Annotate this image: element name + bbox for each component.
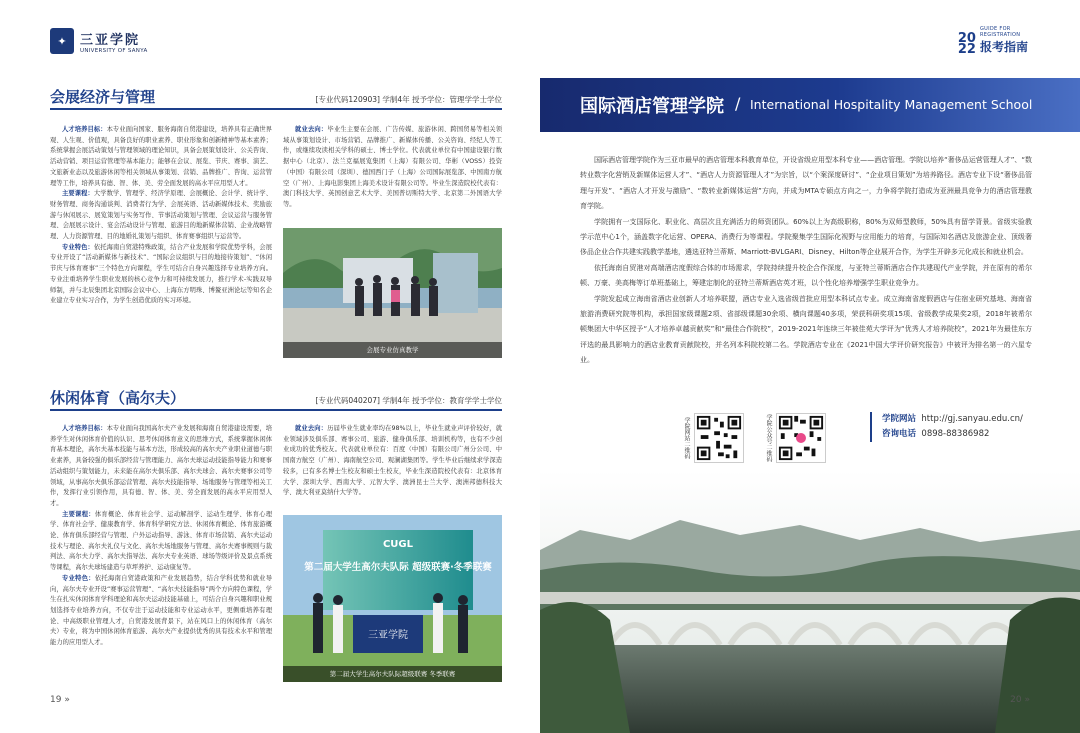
logo-cn: 三亚学院: [80, 32, 141, 48]
section1-meta: [专业代码120903] 学制4年 授予学位：管理学学士学位: [315, 95, 502, 104]
section1-course-text: 大学数学、管理学、经济学原理、会展概论、会计学、统计学、财务管理、商务沟通谈判、消费者行为学、会展英语、活动新媒体技术、奖励旅游与休闲展示、展览策划与实务写作、节事活动策划与管理、会议运营与服务管理、会展展示设计、宴会活动设计与管理、旅游目的地新媒体营销、企业战略管理、人力资源管理、目的地婚礼策划与组织、体育赛事组织与运营等。: [50, 190, 273, 241]
section1-title: 会展经济与管理: [50, 88, 156, 106]
campus-bridge-photo: [540, 470, 1080, 733]
section2-feature-text: 依托海南自贸港政策和产业发展趋势，结合学科优势和就业导向，高尔夫专业开设“赛事运营管理”、“高尔夫技能指导”两个方向特色课程，学生在扎实休闲体育学科理论和高尔夫运动技能基础上，可结合自身兴趣和职业规划选择专业培养方向，不仅专注于运动技能和专业运动水平，更侧重培养有理论、中高级职业管理人才，自贸港发展背景下，站在风口上的休闲体育（高尔夫）专业，将为中国休闲体育旅游、高尔夫产业提供优秀的具有技术水平和管理能力的应用型人才。: [50, 574, 273, 647]
section1-goal-text: 本专业面向国家、服务海南自贸港建设，培养具有正确世界观、人生观、价值观，具备良好的职业素养、职业形象和创新精神等基本素养；系统掌握会展活动策划与管理领域的理论知识，具备会展策划设计、公关咨询、活动营销、项目运营管理等基本能力；能够在会议、展览、节庆、赛事、演艺、文旅新业态以及旅游休闲等相关领域从事策划、营销、品牌推广、咨询、运营管理等工作，培养具有德、智、体、美、劳全面发展的高水平应用型人才。: [50, 126, 273, 187]
registration-guide-mark: [958, 26, 1028, 55]
section1-course-label: 主要课程：: [62, 190, 94, 198]
intro-paragraph-3: 依托海南自贸港对高端酒店度假综合体的市场需求，学院持续提升校企合作深度，与亚特兰蒂斯酒店合作共建现代产业学院，并在原有的希尔顿、万豪、美高梅等订单班基础上，筹建定制化的亚特兰蒂斯酒店英才班，以个性化培养增强学生职业竞争力。: [580, 263, 1032, 288]
golf-banner-text: 第二届大学生高尔夫队际 超级联赛·冬季联赛: [304, 562, 492, 573]
intro-paragraph-2: 学院拥有一支国际化、职业化、高层次且充满活力的师资团队。60%以上为高级职称，80%为双师型教师，50%具有留学背景。省级实验教学示范中心1个，涵盖数字化运营、OPERA、消费行为等课程。学院聚集学生国际化视野与应用能力的培育，与国际知名酒店及旅游企业、顶级奢侈品企业合作共建实践教学基地，遴选亚特兰蒂斯、Marriott-BVLGARI、Disney、Hilton等企业展开合作，为学生开辟多元化成长和就业机会。: [580, 217, 1032, 257]
school-name-cn: 国际酒店管理学院: [580, 96, 724, 117]
section2-course-text: 体育概论、体育社会学、运动解剖学、运动生理学、体育心理学、体育社会学、健康教育学、体育科学研究方法、休闲体育概论、体育旅游概论、体育俱乐部经营与管理、户外运动指导、游泳、体育市场营销、高尔夫运动技术与理论、高尔夫礼仪与文化、高尔夫场地服务与管理、高尔夫赛事规则与裁判法、高尔夫力学、高尔夫指导法、高尔夫专业英语、球场等级评价及景点系统等课程，高尔夫球场建造与草坪养护、运动康复等。: [50, 510, 273, 572]
website-label: 学院网站: [882, 414, 917, 424]
section2-photo: [283, 515, 502, 682]
section2-title: 休闲体育（高尔夫）: [50, 389, 186, 407]
section2-course-label: 主要课程：: [62, 510, 95, 518]
section1-left-column: [50, 125, 272, 307]
section2-goal-text: 本专业面向我国高尔夫产业发展和海南自贸港建设需要，培养学生对休闲体育价值的认识、思考休闲体育意义的思维方式，系统掌握休闲体育基本理论，高尔夫基本技能与基本方法，形成较高的高尔夫产业职业道德与职业素养，具备较强的俱乐部经营与管理能力、高尔夫球运动技能指导能力和赛事活动组织与策划能力，未来能在高尔夫俱乐部、高尔夫球会、高尔夫赛事公司等领域，从事高尔夫俱乐部运营管理、高尔夫技能指导、场地服务与管理等相关工作，发挥行业引领作用，具有德、智、体、美、劳全面发展的高水平应用型人才。: [50, 425, 273, 507]
intro-paragraph-4: 学院发起成立海南省酒店业创新人才培养联盟，酒店专业入选省级首批应用型本科试点专业。成立海南省度假酒店与住宿业研究基地、海南省旅游消费研究院等机构，承担国家级课题2项、省部级课题30余项、横向课题40多项，荣获科研奖项15项、省级教学成果奖2项，2018年被希尔顿集团大中华区授予“人才培养卓越贡献奖”和“最佳合作院校”，2019-2021年连续三年被佳苑大学评为“优秀人才培养院校”，2021年为最佳东方评选的最具影响力的酒店业教育贡献院校，并名列本科院校第二名。学院酒店专业在《2021中国大学评价研究报告》中被评为排名第一的六星专业。: [580, 294, 1032, 365]
university-logo: [50, 28, 148, 54]
section1-career-text: 毕业生主要在会展、广告传媒、旅游休闲、跨国贸易等相关领域从事策划设计、市场营销、品牌推广、新媒体传播、公关咨询、经纪人等工作，或继续攻读相关学科的硕士、博士学位。代表就业单位有中国建设银行数据中心（北京）、法兰克福展览集团（上海）有限公司、华彬（VOSS）投资（中国）有限公司（深圳）、德国西门子（上海）公司国际展览部、中国南方航空（广州）、上海电影集团上海美术设计有限公司等。毕业生深造院校代表有：澳门科技大学、英国创意艺术大学、美国普切斯特大学、北京第二外国语大学等。: [283, 126, 503, 208]
right-page: [540, 0, 1080, 733]
section2-career-text: 历届毕业生就业率均在98%以上，毕业生就业声评价较好，就业领域涉及俱乐部、赛事公司、旅游、健身俱乐部、培训机构等，也有不少创业成功的优秀校友。代表就业单位有：百度（中国）有限公司广州分公司、中国南方航空（广州）、海南航空公司、观澜湖集团等。学生毕业后继续求学深造较多，已有多名博士生校友和硕士生校友，毕业生深造院校代表有：北京体育大学、深圳大学、西南大学、元智大学、澳洲昆士兰大学、澳洲邦德科技大学、澳大利亚莫纳什大学等。: [283, 425, 503, 497]
guide-cn: 报考指南: [979, 40, 1028, 54]
intro-paragraph-1: 国际酒店管理学院作为三亚市最早的酒店管理本科教育单位，开设省级应用型本科专业——酒店管理。学院以培养“奢侈品运营管理人才”、“数转业数字化营销及新媒体运营人才”、“酒店人力资源管理人才”为宗旨，以“个案深度研讨”、“企业项目策划”为培养路径。酒店专业下设“奢侈品管理与开发”、“酒店人才开发与激励”、“数转业新媒体运营”方向，并成为MTA专硕点方向之一，力争将学院打造成为亚洲最具竞争力的酒店管理教育学院。: [580, 156, 1032, 211]
school-banner: [540, 78, 1080, 132]
phone-label: 咨询电话: [882, 429, 917, 439]
guide-en-line2: REGISTRATION: [979, 32, 1021, 38]
section2-photo-caption: 第二届大学生高尔夫队际超级联赛 冬季联赛: [283, 666, 502, 682]
school-name-en: International Hospitality Management School: [750, 97, 1033, 112]
section2-career-label: 就业去向：: [295, 425, 328, 432]
guide-en-line1: GUIDE FOR: [979, 26, 1011, 32]
section1-feature-text: 依托海南自贸港特殊政策，结合产业发展和学院优势学科，会展专业开设了“活动新媒体与新技术”、“国际会议组织与目的地接待策划”、“休闲节庆与体育赛事”三个特色方向课程，学生可结合自身兴趣选择专业培养方向。专业注重培养学生职业发展的核心竞争力和可持续发展力，推行学术-实践双导师制，并与北辰集团北京国际会议中心、上海东方明珠、博鳌亚洲论坛等知名企业建立专业实习合作，为学生创造优质的实习环境。: [50, 243, 273, 305]
page-number-right: 20 »: [1010, 695, 1030, 705]
section2-divider: [50, 409, 502, 411]
golf-flag-text: 三亚学院: [368, 630, 408, 641]
section1-photo-caption: 会展专业仿真教学: [283, 342, 502, 358]
guide-year-top: 20: [957, 31, 976, 46]
guide-year-bottom: 22: [957, 42, 976, 57]
section1-feature-label: 专业特色：: [62, 243, 94, 251]
school-intro: [580, 153, 1032, 369]
phone-number: 0898-88386982: [921, 429, 990, 439]
section2-meta: [专业代码040207] 学制4年 授予学位：教育学学士学位: [315, 396, 502, 405]
section2-goal-label: 人才培养目标：: [62, 425, 107, 432]
wechat-qr-icon[interactable]: [776, 413, 826, 463]
section2-feature-label: 专业特色：: [62, 574, 95, 582]
wechat-qr-block: [762, 413, 826, 463]
contact-info: [870, 412, 1023, 442]
website-qr-block: [680, 413, 744, 463]
logo-en: UNIVERSITY OF SANYA: [80, 47, 148, 54]
website-qr-icon[interactable]: [694, 413, 744, 463]
section2-left-column: [50, 424, 272, 649]
website-url-link[interactable]: http://gj.sanyau.edu.cn/: [921, 414, 1023, 424]
section2-right-column: [283, 424, 502, 499]
website-qr-label: 学院网站二维码: [683, 417, 690, 459]
section1-photo: [283, 228, 502, 358]
section1-right-column: [283, 125, 502, 211]
university-seal-icon: ✦: [50, 28, 74, 54]
page-number-left: 19 »: [50, 695, 70, 705]
banner-separator: /: [735, 94, 741, 113]
golf-banner-logo: CUGL: [382, 539, 414, 550]
section1-goal-label: 人才培养目标：: [62, 126, 107, 133]
section1-divider: [50, 108, 502, 110]
wechat-qr-label: 学院公众号二维码: [765, 414, 772, 462]
section1-career-label: 就业去向：: [295, 126, 328, 133]
